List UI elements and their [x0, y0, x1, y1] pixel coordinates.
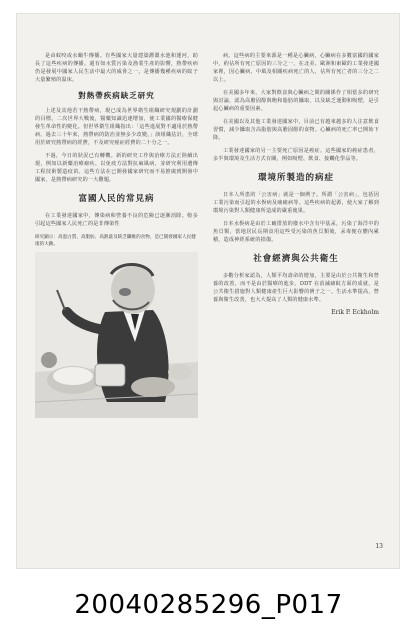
section-heading: 社會經濟與公共衛生 [253, 254, 339, 264]
right-column [213, 52, 379, 319]
body-paragraph: 是由蚊咬或水蝸牛傳播。有些國家大量建築灌溉水池和運河，助長了這些疾病的傳播。還有如水質污染及漁業生產的影響，熱帶疾病仍是發展中國家人民生活中最大的威脅之一，是傳播幾種疾病的蚊子大量繁殖的温床。 [35, 53, 198, 83]
section-heading: 對熱帶疾病缺乏研究 [78, 91, 155, 100]
body-paragraph: 日本人所患的「公害病」就是一個例子。所謂「公害病」，包括因工業污染而引起的水俁病及痛痛病等。這些疾病的起源，使大家了解到環境污染對人類健康所造成的嚴重後果。 [213, 192, 379, 214]
section-heading: 環境所製造的病症 [257, 173, 334, 183]
body-paragraph: 多數分析家認為，人類平均壽命的增加，主要是由於公共衛生和營養的改善，而不是由於醫療的進步。DDT 在消滅瘧蚊方面的成就，是公共衛生措施對人類健康產生巨大影響的例子之一。生活水準提高，營養與衛生改善，也大大提高了人類的健康水準。 [213, 273, 379, 303]
body-paragraph: 在工業發達國家中，傳染病和營養不良的危險已逐漸消除。較多引起這些國家人民死亡的是非傳染性 [35, 213, 198, 227]
magazine-page [17, 14, 399, 568]
left-column [35, 52, 198, 418]
illustration-caption: 研究顯示：高蛋白質、高脂肪、高熱量及缺乏纖維的食物，是已開發國家人民健康的大敵。 [35, 235, 196, 247]
author-signature: Erik P. Eckholm [331, 309, 379, 316]
body-paragraph: 上述及其他若干熱帶病，現已成為世界衛生組織研究規劃的計劃的目標。二次世界大戰後，醫藥知識迅速增加，使工業國的醫療保健發生革命性的變化。但世界衛生組織指出：「這些進展對不適用於熱帶病。過去三十年來，熱帶病的防治並無多少改變。」該組織估計，全球用於研究熱帶病的經費，不及研究癌症經費的二十分之一。 [35, 108, 198, 146]
body-paragraph: 不過，今日的狀況已有轉機。新的研究工作與治療方法正陸續出現，例如以新藥治療瘧疾、以免疫方法對抗麻風病，並研究利用遺傳工程技術製造疫苗。這些方法在已開發國家研究而不易推廣到開發中國家，是熱帶病研究的一大難題。 [35, 153, 198, 183]
illustration-glutton [35, 252, 198, 418]
body-paragraph: 病。這些病的主要來源是一種是心臟病，心臟病在多數富國的國家中，約佔所有死亡原因的三分之一，在北美、歐洲和東歐的工業發達國家裡，因心臟病、中風及相關疾病死亡的人，佔所有死亡者的三分之二以上。 [213, 53, 379, 83]
section-heading: 富國人民的常見病 [78, 194, 155, 204]
body-paragraph: 日本水俁病是由於工廠排放的廢水中含有甲基汞，污染了海洋中的魚貝類，當地居民長期食用這些受污染的魚貝類後，汞毒便在體內累積，造成神經系統的損傷。 [213, 221, 379, 243]
archive-code: 20040285296_P017 [74, 590, 343, 620]
body-paragraph: 工業發達國家的另一主要死亡原因是癌症。這些國家的癌症患者，多半與環境及生活方式有關，例如吸煙、飲食、接觸化學品等。 [213, 148, 379, 162]
body-paragraph: 在美國以及其他工業發達國家中，目前已有越來越多的人注意飲食習慣，減少攝取含高脂肪與高膽固醇的食物。心臟病的死亡率已開始下降。 [213, 119, 379, 141]
page-number: 13 [375, 543, 383, 550]
body-paragraph: 在美國多年來，大家對飲食與心臟病之間的關係作了相當多的研究與討論，認為高膽固醇與飽和脂肪的攝取，以及缺乏運動和吸煙，是引起心臟病的重要因素。 [213, 90, 379, 112]
